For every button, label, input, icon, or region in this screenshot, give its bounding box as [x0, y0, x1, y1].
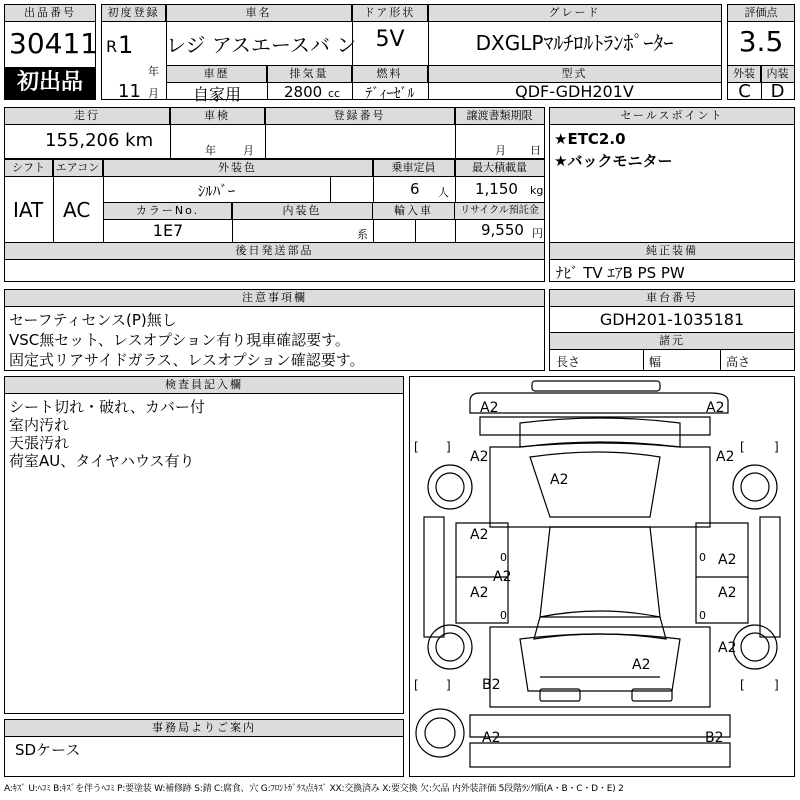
damage-mark: A2: [480, 400, 499, 416]
interior-color-unit: 系: [357, 228, 368, 241]
damage-mark: A2: [470, 585, 489, 601]
svg-text:]: ]: [446, 440, 451, 454]
sales-point-1: ★ETC2.0: [554, 130, 626, 148]
later-parts-box: [4, 242, 545, 282]
recycle-unit: 円: [532, 227, 543, 240]
van-outline-drawing: [410, 377, 794, 776]
vehicle-info-block: [101, 4, 722, 104]
inspector-line-1: シート切れ・破れ、カバー付: [9, 398, 205, 416]
transfer-month-unit: 月: [495, 144, 506, 157]
note-line-2: VSC無セット、レスオプション有り現車確認要す。: [9, 331, 350, 349]
first-listing-badge: 初出品: [5, 67, 95, 99]
damage-mark: A2: [632, 657, 651, 673]
svg-text:]: ]: [774, 440, 779, 454]
damage-mark: A2: [550, 472, 569, 488]
score-label: 評価点: [728, 5, 794, 22]
inspection-month-unit: 月: [243, 144, 254, 157]
capacity-unit: 人: [438, 186, 449, 199]
sales-point-2: ★バックモニター: [554, 152, 673, 170]
color-label: 外装色: [103, 160, 373, 177]
history: 自家用: [192, 85, 241, 104]
recycle-deposit: 9,550: [481, 221, 524, 239]
score: 3.5: [738, 25, 784, 58]
damage-mark: A2: [718, 640, 737, 656]
height-label: 高さ: [726, 355, 751, 369]
damage-mark: A2: [470, 449, 489, 465]
interior-label: 内装: [761, 66, 794, 83]
capacity-label: 乗車定員: [373, 160, 455, 177]
inspector-label: 検査員記入欄: [5, 377, 403, 394]
svg-text:]: ]: [774, 678, 779, 692]
exterior-label: 外装: [728, 66, 761, 83]
inspector-box: [4, 376, 404, 714]
inspection-label: 車検: [170, 108, 265, 125]
office-text: SDケース: [15, 741, 81, 759]
chassis-number: GDH201-1035181: [599, 310, 745, 329]
interior-color-label: 内装色: [232, 203, 373, 220]
svg-text:]: ]: [446, 678, 451, 692]
inspection-year-unit: 年: [205, 144, 216, 157]
damage-mark: A2: [470, 527, 489, 543]
car-name-label: 車名: [166, 5, 352, 22]
door-type: 5V: [375, 27, 405, 52]
damage-mark: B2: [482, 677, 501, 693]
door-type-label: ドア形状: [352, 5, 428, 22]
registration-label: 登録番号: [265, 108, 455, 125]
spec-block: [4, 159, 545, 243]
svg-text:[: [: [414, 440, 419, 454]
first-reg-month: 11: [118, 81, 141, 102]
shift-label: シフト: [5, 160, 53, 177]
shift: IAT: [13, 198, 44, 222]
damage-mark: B2: [705, 730, 724, 746]
era-year: 1: [118, 31, 134, 59]
body-color: ｼﾙﾊﾞｰ: [197, 182, 236, 200]
equipment: ﾅﾋﾞ TV ｴｱB PS PW: [556, 264, 685, 282]
grade-label: グレード: [428, 5, 721, 22]
note-line-1: セーフティセンス(P)無し: [9, 311, 177, 329]
width-label: 幅: [649, 355, 662, 369]
mileage-block: [4, 107, 545, 159]
office-label: 事務局よりご案内: [5, 720, 403, 737]
color-no: 1E7: [152, 221, 184, 240]
max-load-label: 最大積載量: [455, 160, 544, 177]
inspector-line-4: 荷室AU、タイヤハウス有り: [9, 452, 195, 470]
era-letter: R: [106, 37, 118, 56]
air-conditioner: AC: [63, 198, 91, 222]
svg-text:[: [: [740, 678, 745, 692]
displacement-label: 排気量: [267, 66, 352, 83]
recycle-deposit-label: リサイクル預託金: [455, 203, 544, 220]
car-name: レジ アスエースバ ン: [166, 33, 357, 57]
zero-mark: 0: [500, 609, 507, 622]
vehicle-diagram: [409, 376, 795, 777]
color-no-label: カラーNo.: [104, 203, 232, 220]
capacity: 6: [410, 180, 420, 198]
score-box: [727, 4, 795, 100]
zero-mark: 0: [699, 609, 706, 622]
zero-mark: 0: [500, 551, 507, 564]
fuel: ﾃﾞｨｰｾﾞﾙ: [365, 86, 415, 102]
lot-number: 30411: [9, 27, 99, 60]
zero-mark: 0: [699, 551, 706, 564]
sales-points-label: セールスポイント: [550, 108, 794, 125]
note-line-3: 固定式リアサイドガラス、レスオプション確認要す。: [9, 351, 365, 369]
fuel-label: 燃料: [352, 66, 428, 83]
inspector-line-3: 天張汚れ: [9, 434, 70, 452]
sales-points-box: [549, 107, 795, 243]
year-unit: 年: [148, 65, 159, 78]
ac-label: エアコン: [53, 160, 103, 177]
chassis-label: 車台番号: [550, 290, 794, 307]
equipment-box: [549, 242, 795, 282]
displacement: 2800: [284, 83, 323, 101]
later-parts-label: 後日発送部品: [5, 243, 544, 260]
damage-mark: A2: [482, 730, 501, 746]
inspector-line-2: 室内汚れ: [9, 416, 70, 434]
damage-mark: A2: [706, 400, 725, 416]
svg-text:[: [: [740, 440, 745, 454]
transfer-day-unit: 日: [530, 144, 541, 157]
import-label: 輸入車: [373, 203, 455, 220]
displacement-unit: cc: [328, 87, 341, 100]
max-load: 1,150: [475, 180, 518, 198]
lot-number-box: [4, 4, 99, 100]
history-label: 車歴: [167, 66, 267, 83]
dimensions-label: 諸元: [550, 333, 794, 350]
svg-text:[: [: [414, 678, 419, 692]
first-reg-label: 初度登録: [102, 5, 166, 22]
notes-box: [4, 289, 545, 371]
notes-label: 注意事項欄: [5, 290, 544, 307]
mileage: 155,206 km: [45, 130, 154, 151]
equipment-label: 純正装備: [550, 243, 794, 260]
damage-mark: A2: [718, 585, 737, 601]
max-load-unit: kg: [530, 184, 544, 197]
legend-text: A:ｷｽﾞ U:ﾍｺﾐ B:ｷｽﾞを伴うﾍｺﾐ P:要塗装 W:補修跡 S:錆 C:腐食、穴 G:ﾌﾛﾝﾄｶﾞﾗｽ点ｷｽﾞ XX:交換済み X:要交換 欠:欠品 内外装評価 5段階ﾗﾝｸ順(A・B・C・D・E) 2: [4, 784, 624, 794]
grade: DXGLPﾏﾙﾁﾛﾙﾄﾗﾝﾎﾟｰﾀｰ: [475, 31, 674, 55]
transfer-deadline-label: 譲渡書類期限: [455, 108, 544, 125]
model-label: 型式: [428, 66, 721, 83]
mileage-label: 走行: [5, 108, 170, 125]
month-unit: 月: [148, 87, 159, 100]
office-box: [4, 719, 404, 777]
interior-grade: D: [770, 81, 785, 102]
exterior-grade: C: [738, 81, 751, 102]
damage-mark: A2: [493, 569, 512, 585]
lot-number-label: 出品番号: [5, 5, 95, 22]
chassis-box: [549, 289, 795, 371]
damage-mark: A2: [716, 449, 735, 465]
length-label: 長さ: [556, 355, 581, 369]
model: QDF-GDH201V: [515, 82, 634, 101]
damage-mark: A2: [718, 552, 737, 568]
